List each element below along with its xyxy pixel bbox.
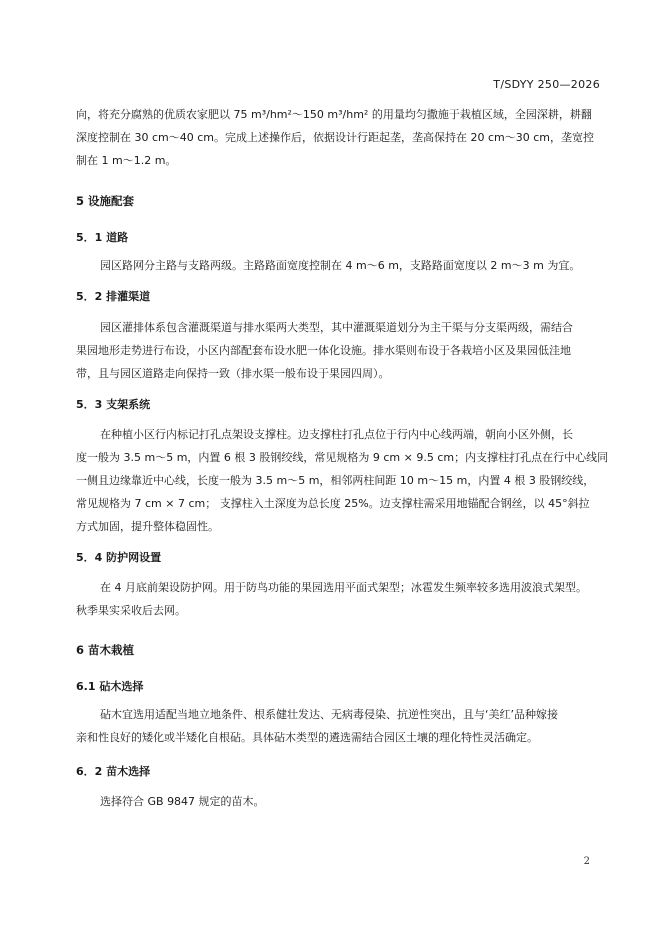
intro-paragraph <box>76 103 604 172</box>
section-5-2-heading: 5．2 排灌渠道 <box>76 290 151 303</box>
paragraph-line: 秋季果实采收后去网。 <box>76 604 186 617</box>
section-5-heading: 5 设施配套 <box>76 194 135 208</box>
paragraph-line: 园区灌排体系包含灌溉渠道与排水渠两大类型，其中灌溉渠道划分为主干渠与分支渠两级，需结合 <box>100 321 573 334</box>
section-6-2-heading: 6．2 苗木选择 <box>76 765 151 778</box>
section-5-3-heading: 5．3 支架系统 <box>76 398 151 411</box>
section-6-2-paragraph <box>76 790 604 813</box>
paragraph-line: 常见规格为 7 cm × 7 cm； 支撑柱入土深度为总长度 25%。边支撑柱需采用地锚配合钢丝，以 45°斜拉 <box>76 497 590 510</box>
document-code: T/SDYY 250—2026 <box>493 78 600 91</box>
section-5-1-heading: 5．1 道路 <box>76 231 129 244</box>
page-number: 2 <box>583 856 590 867</box>
paragraph-line: 深度控制在 30 cm～40 cm。完成上述操作后，依据设计行距起垄，垄高保持在 20 cm～30 cm，垄宽控 <box>76 131 595 144</box>
section-5-4-heading: 5．4 防护网设置 <box>76 551 162 564</box>
paragraph-line: 一侧且边缘靠近中心线，长度一般为 3.5 m～5 m，相邻两柱间距 10 m～15 m，内置 4 根 3 股钢绞线， <box>76 474 595 487</box>
paragraph-line: 带，且与园区道路走向保持一致（排水渠一般布设于果园四周）。 <box>76 367 390 380</box>
section-6-heading: 6 苗木栽植 <box>76 643 135 657</box>
paragraph-line: 果园地形走势进行布设，小区内部配套布设水肥一体化设施。排水渠则布设于各栽培小区及果园低洼地 <box>76 344 571 357</box>
paragraph-line: 亲和性良好的矮化或半矮化自根砧。具体砧木类型的遴选需结合园区土壤的理化特性灵活确定。 <box>76 731 538 744</box>
paragraph-line: 砧木宜选用适配当地立地条件、根系健壮发达、无病毒侵染、抗逆性突出，且与‘美红’品种嫁接 <box>100 708 558 721</box>
section-6-1-paragraph <box>76 703 604 749</box>
paragraph-line: 在 4 月底前架设防护网。用于防鸟功能的果园选用平面式架型；冰雹发生频率较多选用波浪式架型。 <box>100 581 587 594</box>
paragraph-line: 园区路网分主路与支路两级。主路路面宽度控制在 4 m～6 m，支路路面宽度以 2 m～3 m 为宜。 <box>100 259 581 272</box>
paragraph-line: 选择符合 GB 9847 规定的苗木。 <box>100 795 265 808</box>
section-5-4-paragraph <box>76 576 604 622</box>
section-6-1-heading: 6.1 砧木选择 <box>76 680 144 693</box>
section-5-1-paragraph <box>76 254 604 277</box>
paragraph-line: 向，将充分腐熟的优质农家肥以 75 m³/hm²～150 m³/hm² 的用量均匀撒施于栽植区域，全园深耕，耕翻 <box>76 108 592 121</box>
page-content <box>76 103 609 813</box>
paragraph-line: 制在 1 m～1.2 m。 <box>76 154 177 167</box>
paragraph-line: 度一般为 3.5 m～5 m，内置 6 根 3 股钢绞线，常见规格为 9 cm × 9.5 cm；内支撑柱打孔点在行中心线同 <box>76 451 609 464</box>
paragraph-line: 在种植小区行内标记打孔点架设支撑柱。边支撑柱打孔点位于行内中心线两端，朝向小区外侧，长 <box>100 428 573 441</box>
section-5-2-paragraph <box>76 316 604 385</box>
paragraph-line: 方式加固，提升整体稳固性。 <box>76 520 219 533</box>
section-5-3-paragraph <box>76 423 609 538</box>
